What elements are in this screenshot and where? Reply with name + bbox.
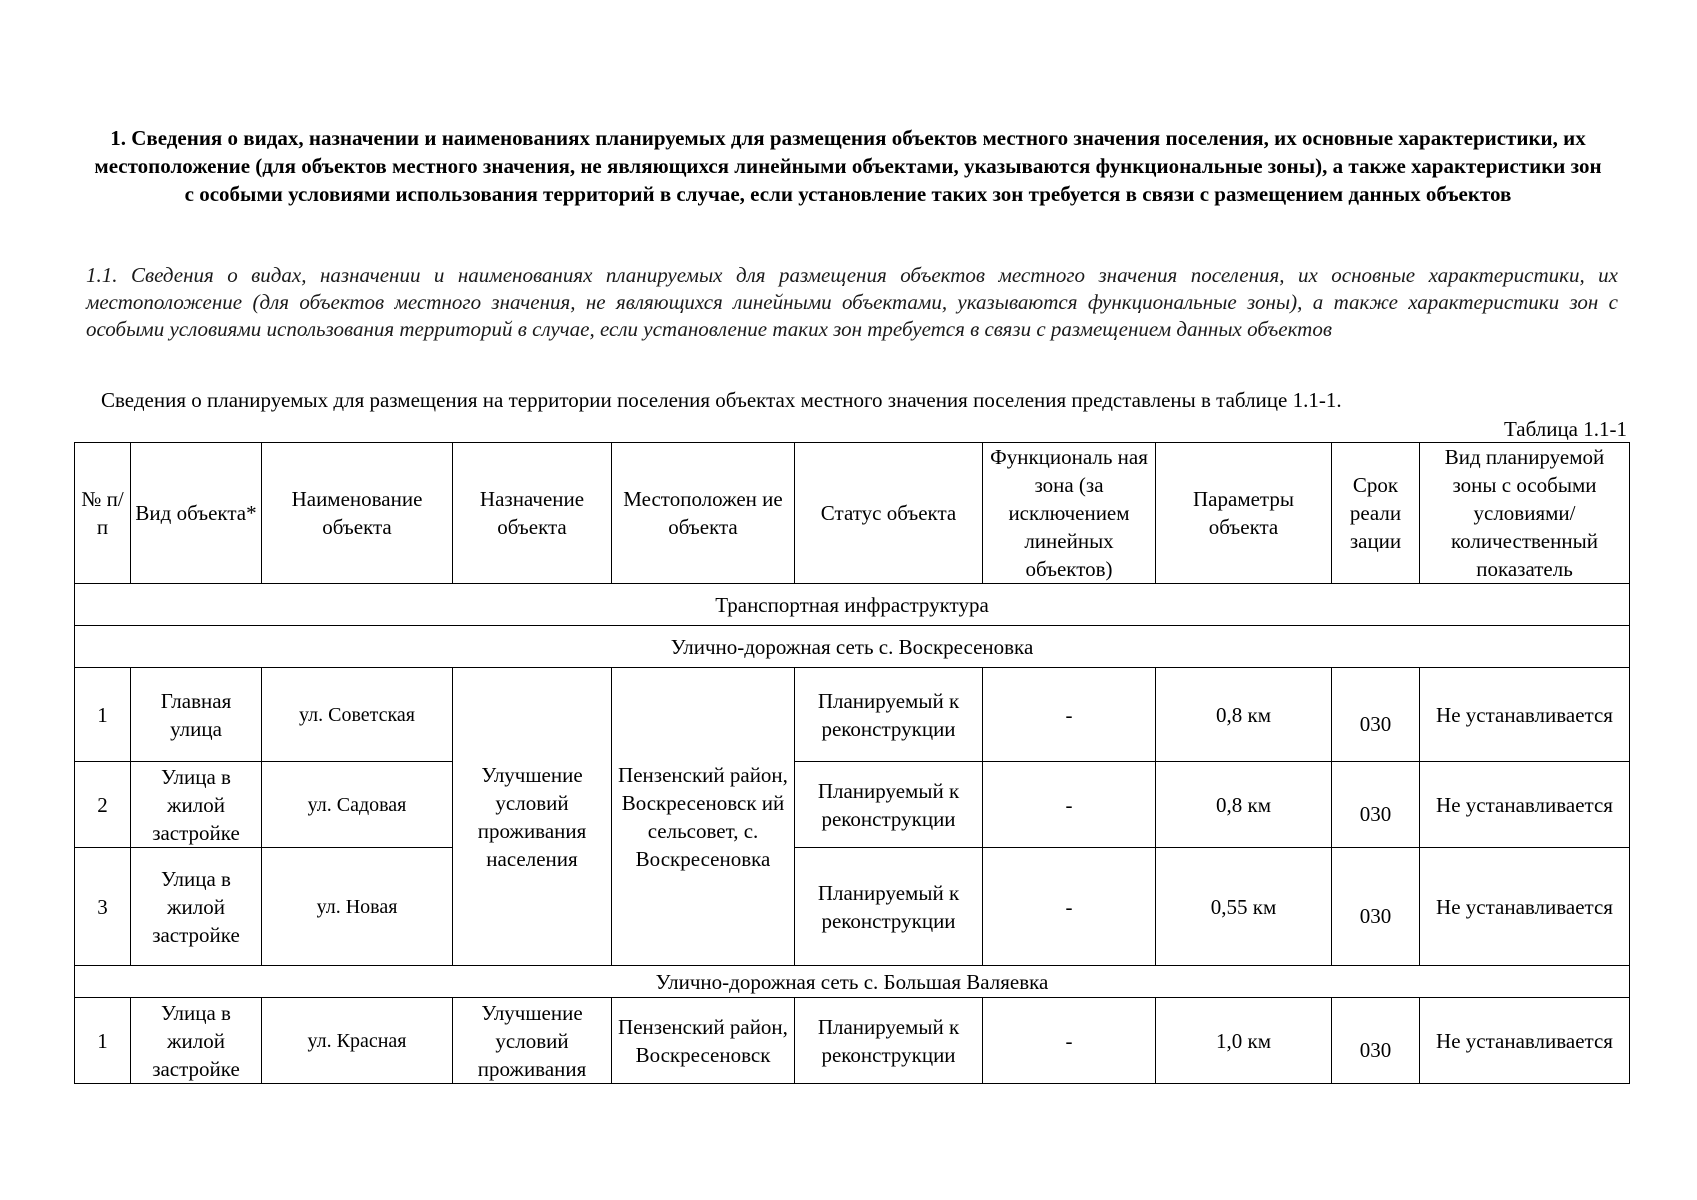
cell-zone: -: [983, 998, 1156, 1084]
header-special-zone: Вид планируемой зоны с особыми условиями/ количественный показатель: [1420, 443, 1630, 584]
cell-num: 1: [75, 668, 131, 762]
cell-name: ул. Новая: [262, 848, 453, 966]
planned-objects-table: [74, 442, 1630, 1084]
intro-paragraph: Сведения о планируемых для размещения на территории поселения объектах местного значения поселения представлены в таблице 1.1-1.: [101, 388, 1342, 412]
cell-purpose: Улучшение условий проживания: [453, 998, 612, 1084]
document-heading: 1. Сведения о видах, назначении и наименованиях планируемых для размещения объектов местного значения поселения, их основные характеристики, их местоположение (для объектов местного значения, не являющихся линейными объектами, указываются функциональные зоны), а также характеристики зон с особыми условиями использования территорий в случае, если установление таких зон требуется в связи с размещением данных объектов: [94, 126, 1602, 206]
header-type: Вид объекта*: [131, 443, 262, 584]
cell-zone: -: [983, 848, 1156, 966]
header-zone: Функциональ ная зона (за исключением линейных объектов): [983, 443, 1156, 584]
term-value: 030: [1359, 1037, 1392, 1062]
header-term: Срок реали зации: [1332, 443, 1420, 584]
cell-type: Главная улица: [131, 668, 262, 762]
section-row: [75, 584, 1630, 626]
cell-term: [1332, 848, 1420, 966]
table-row: [75, 762, 1630, 848]
cell-term: [1332, 668, 1420, 762]
table-header-row: [75, 443, 1630, 584]
term-value: 030: [1359, 903, 1392, 928]
cell-params: 0,55 км: [1156, 848, 1332, 966]
cell-status: Планируемый к реконструкции: [795, 848, 983, 966]
cell-params: 0,8 км: [1156, 762, 1332, 848]
cell-name: ул. Красная: [262, 998, 453, 1084]
cell-status: Планируемый к реконструкции: [795, 998, 983, 1084]
table-row: [75, 668, 1630, 762]
cell-num: 2: [75, 762, 131, 848]
table-row: [75, 998, 1630, 1084]
cell-zone: -: [983, 668, 1156, 762]
cell-special-zone: Не устанавливается: [1420, 762, 1630, 848]
cell-params: 1,0 км: [1156, 998, 1332, 1084]
cell-num: 3: [75, 848, 131, 966]
cell-status: Планируемый к реконструкции: [795, 762, 983, 848]
cell-special-zone: Не устанавливается: [1420, 848, 1630, 966]
cell-special-zone: Не устанавливается: [1420, 668, 1630, 762]
subsection-row: [75, 966, 1630, 998]
cell-term: [1332, 762, 1420, 848]
cell-purpose: Улучшение условий проживания населения: [453, 668, 612, 966]
cell-name: ул. Садовая: [262, 762, 453, 848]
cell-location: Пензенский район, Воскресеновск ий сельсовет, с. Воскресеновка: [612, 668, 795, 966]
subsection-title: Улично-дорожная сеть с. Большая Валяевка: [75, 966, 1630, 998]
cell-term: [1332, 998, 1420, 1084]
header-status: Статус объекта: [795, 443, 983, 584]
cell-num: 1: [75, 998, 131, 1084]
cell-params: 0,8 км: [1156, 668, 1332, 762]
cell-type: Улица в жилой застройке: [131, 762, 262, 848]
header-num: № п/п: [75, 443, 131, 584]
header-params: Параметры объекта: [1156, 443, 1332, 584]
cell-type: Улица в жилой застройке: [131, 848, 262, 966]
table-caption: Таблица 1.1-1: [1503, 417, 1627, 441]
cell-status: Планируемый к реконструкции: [795, 668, 983, 762]
subsection-title: Улично-дорожная сеть с. Воскресеновка: [75, 626, 1630, 668]
section-title: Транспортная инфраструктура: [75, 584, 1630, 626]
subsection-row: [75, 626, 1630, 668]
cell-special-zone: Не устанавливается: [1420, 998, 1630, 1084]
term-value: 030: [1359, 711, 1392, 736]
table-row: [75, 848, 1630, 966]
header-location: Местоположен ие объекта: [612, 443, 795, 584]
cell-location: Пензенский район, Воскресеновск: [612, 998, 795, 1084]
document-subheading: 1.1. Сведения о видах, назначении и наименованиях планируемых для размещения объектов местного значения поселения, их основные характеристики, их местоположение (для объектов местного значения, не являющихся линейными объектами, указываются функциональные зоны), а также характеристики зон с особыми условиями использования территорий в случае, если установление таких зон требуется в связи с размещением данных объектов: [86, 263, 1618, 341]
cell-type: Улица в жилой застройке: [131, 998, 262, 1084]
header-purpose: Назначение объекта: [453, 443, 612, 584]
header-name: Наименование объекта: [262, 443, 453, 584]
term-value: 030: [1359, 801, 1392, 826]
cell-zone: -: [983, 762, 1156, 848]
cell-name: ул. Советская: [262, 668, 453, 762]
